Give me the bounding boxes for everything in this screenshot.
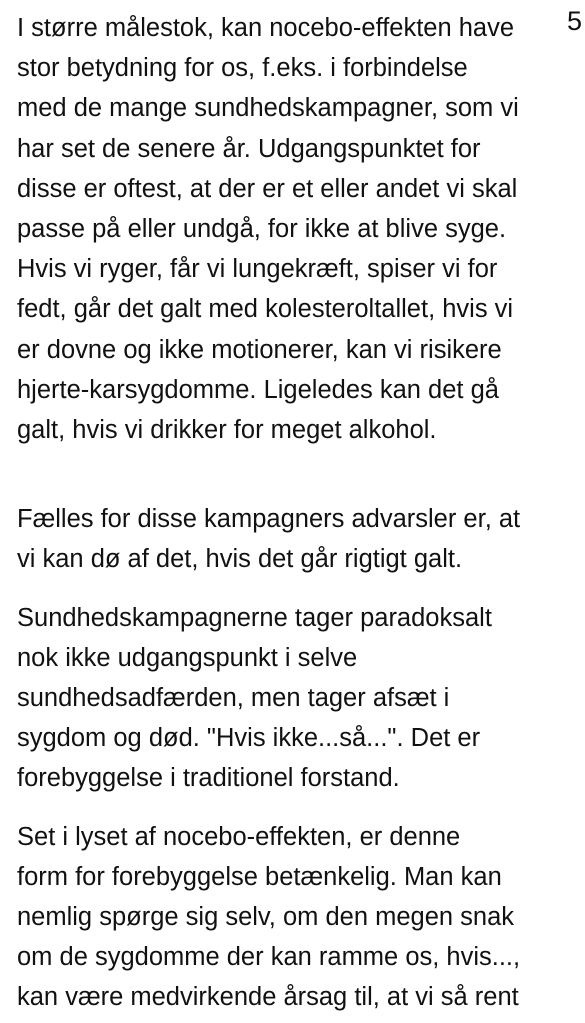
text-line: Sundhedskampagnerne tager paradoksalt <box>17 603 492 632</box>
document-body <box>17 8 577 1018</box>
text-line: Fælles for disse kampagners advarsler er, at <box>17 505 521 534</box>
text-line: har set de senere år. Udgangspunktet for <box>17 134 481 163</box>
text-line: form for forebyggelse betænkelig. Man kan <box>17 862 502 891</box>
text-line: vi kan dø af det, hvis det går rigtigt galt. <box>17 545 463 574</box>
page-number: 5 <box>567 6 583 36</box>
text-line: passe på eller undgå, for ikke at blive syge. <box>17 215 507 244</box>
paragraph-1 <box>17 8 577 450</box>
paragraph-spacer <box>17 450 577 499</box>
text-line: Set i lyset af nocebo-effekten, er denne <box>17 822 461 851</box>
text-line: disse er oftest, at der er et eller andet vi skal <box>17 174 518 203</box>
text-line: galt, hvis vi drikker for meget alkohol. <box>17 416 437 445</box>
text-line: nemlig spørge sig selv, om den megen snak <box>17 903 515 932</box>
text-line: I større målestok, kan nocebo-effekten have <box>17 14 515 42</box>
text-line: forebyggelse i traditionel forstand. <box>17 764 400 793</box>
text-line: stor betydning for os, f.eks. i forbindelse <box>17 54 468 83</box>
text-line: sygdom og død. "Hvis ikke...så...". Det er <box>17 724 481 753</box>
paragraph-2 <box>17 499 577 579</box>
text-line: Hvis vi ryger, får vi lungekræft, spiser vi for <box>17 255 498 284</box>
text-line: er dovne og ikke motionerer, kan vi risikere <box>17 335 502 364</box>
paragraph-4 <box>17 817 577 1018</box>
paragraph-spacer <box>17 580 577 598</box>
text-line: kan være medvirkende årsag til, at vi så rent <box>17 983 519 1012</box>
paragraph-3 <box>17 598 577 799</box>
text-line: sundhedsadfærden, men tager afsæt i <box>17 684 450 713</box>
text-line: med de mange sundhedskampagner, som vi <box>17 94 519 123</box>
text-line: fedt, går det galt med kolesteroltallet, hvis vi <box>17 295 514 324</box>
text-line: om de sygdomme der kan ramme os, hvis..., <box>17 943 521 972</box>
text-line: nok ikke udgangspunkt i selve <box>17 643 358 672</box>
paragraph-spacer <box>17 799 577 817</box>
text-line: hjerte-karsygdomme. Ligeledes kan det gå <box>17 375 499 404</box>
